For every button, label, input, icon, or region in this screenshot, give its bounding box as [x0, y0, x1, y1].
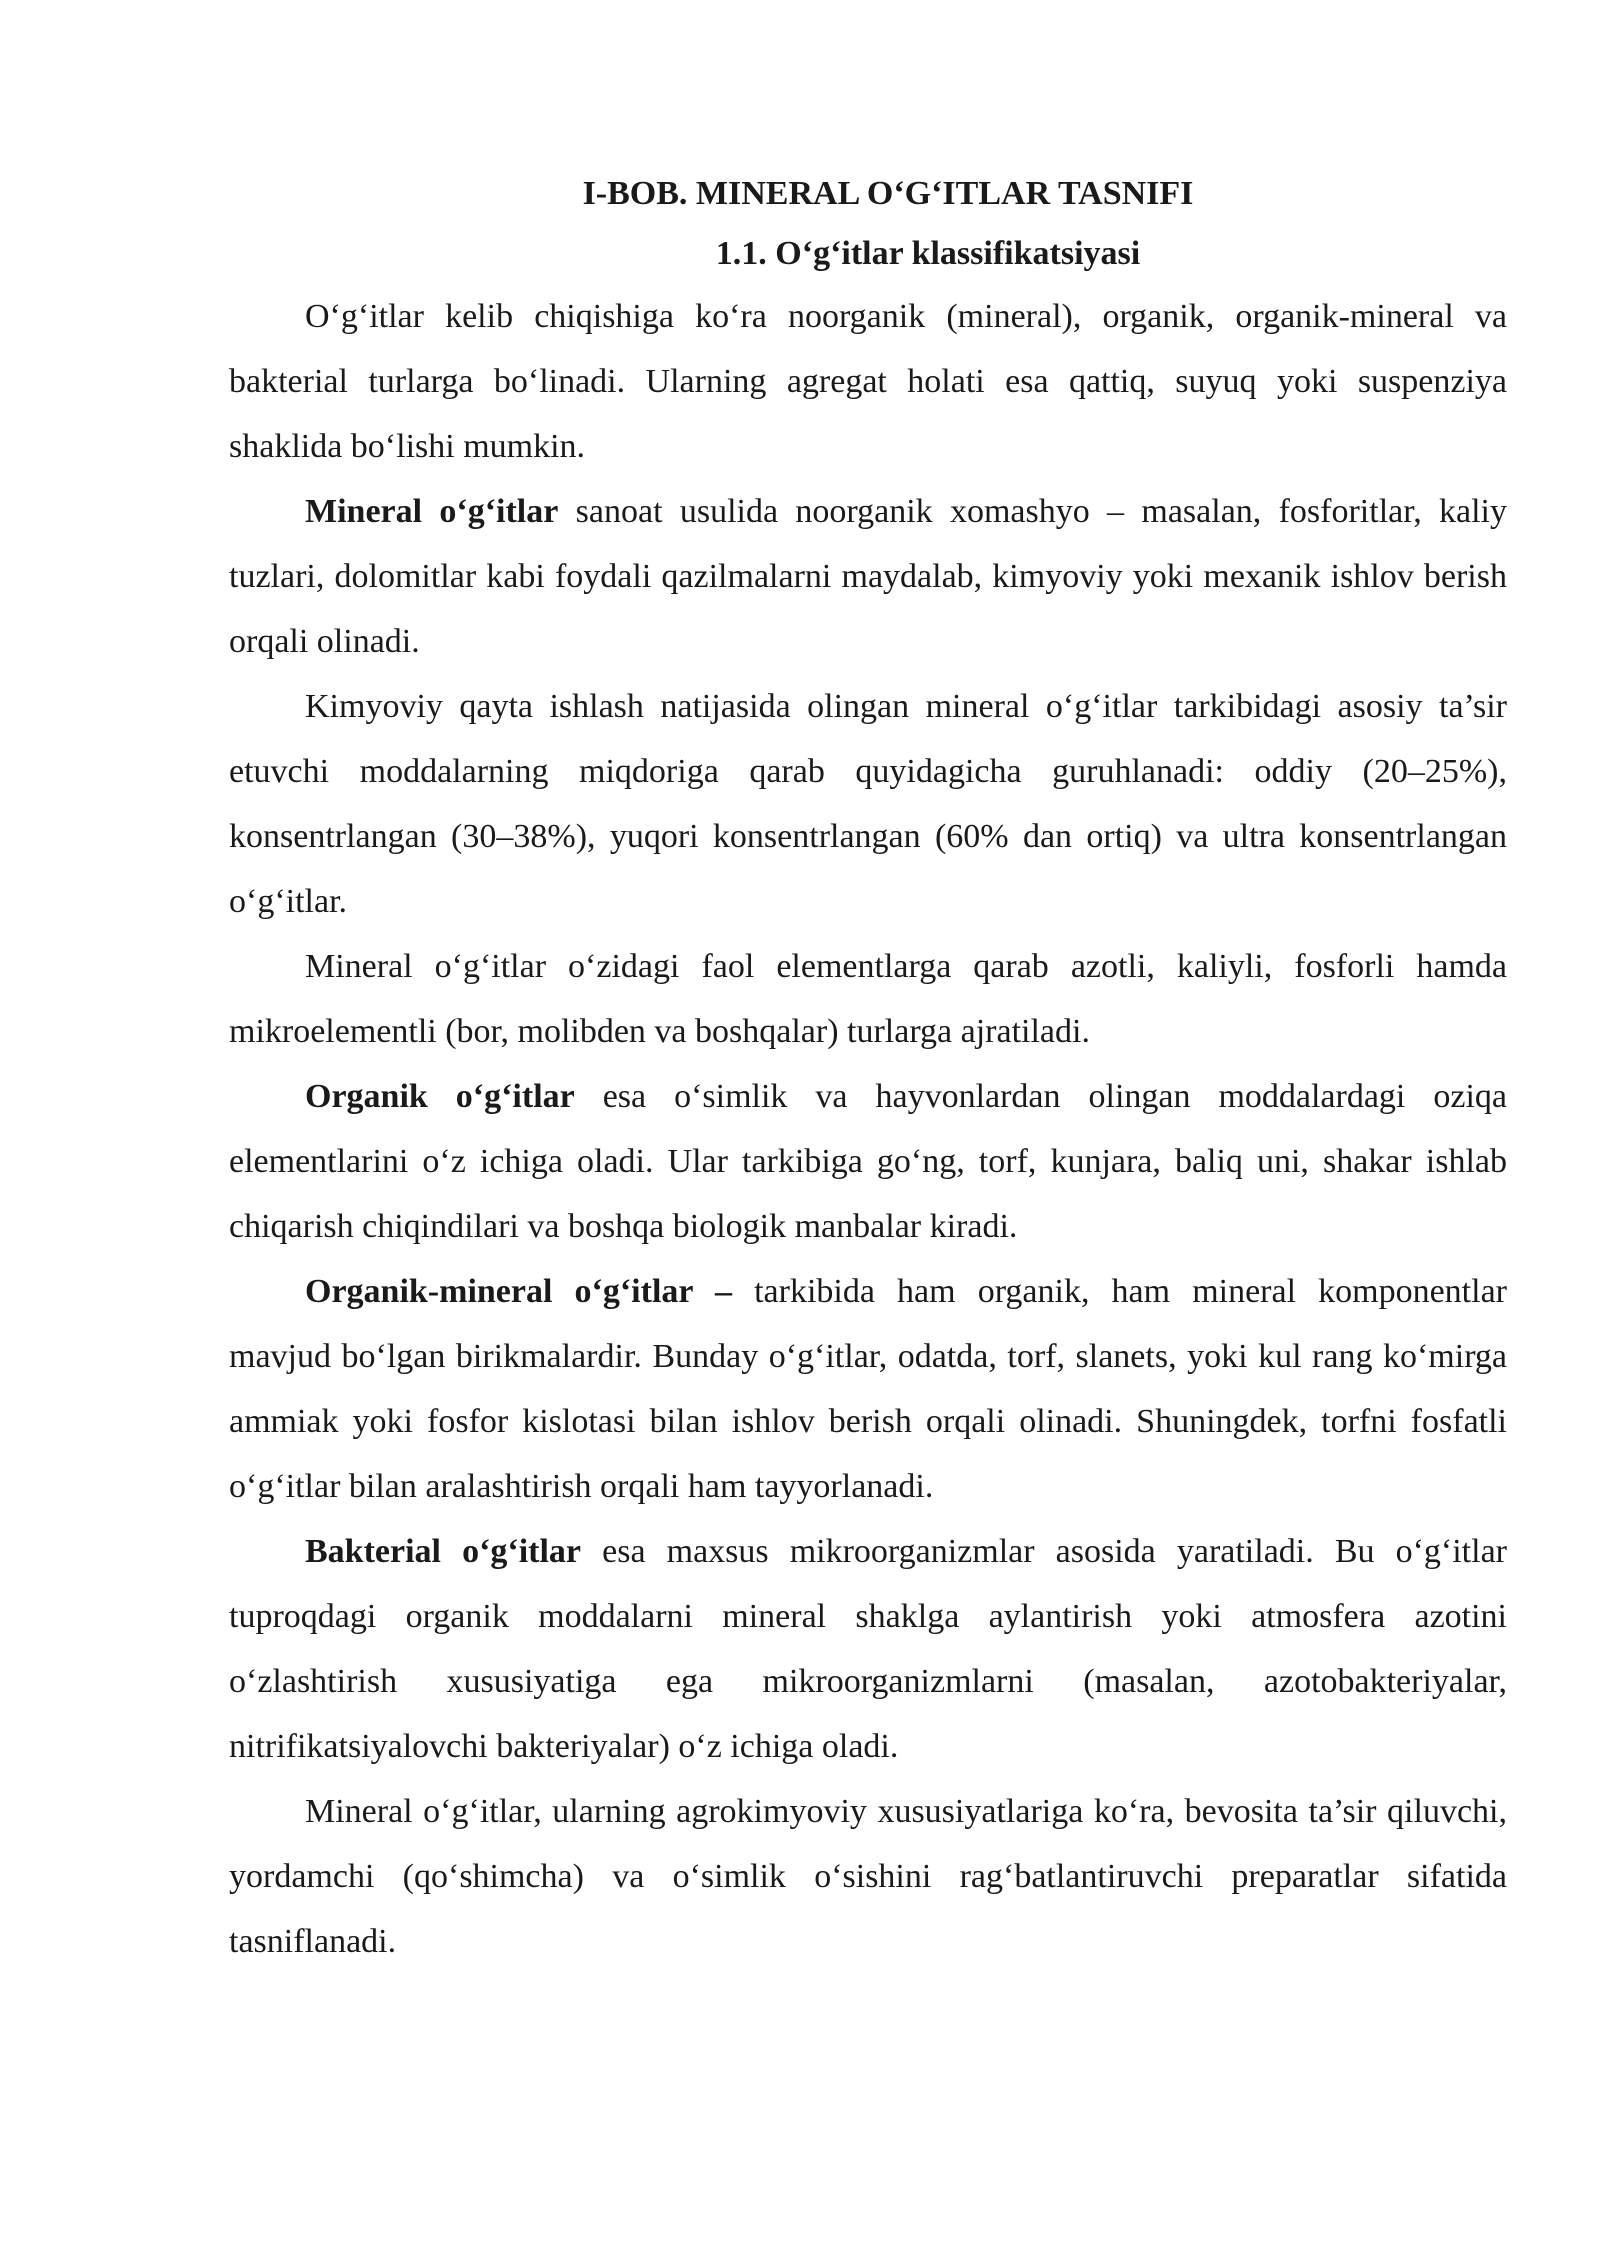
paragraph-3 [229, 674, 1507, 934]
paragraph-text: esa maxsus mikroorganizmlar asosida yaratiladi. Bu o‘g‘itlar tuproqdagi organik moddalarni mineral shaklga aylantirish yoki atmosfera azotini o‘zlashtirish xususiyatiga ega mikroorganizmlarni (masalan, azotobakteriyalar, nitrifikatsiyalovchi bakteriyalar) o‘z ichiga oladi. [229, 1533, 1507, 1765]
paragraph-text: Mineral o‘g‘itlar, ularning agrokimyoviy xususiyatlariga ko‘ra, bevosita ta’sir qiluvchi, yordamchi (qo‘shimcha) va o‘simlik o‘sishini rag‘batlantiruvchi preparatlar sifatida tasniflanadi. [229, 1793, 1507, 1960]
paragraph-4 [229, 934, 1507, 1064]
paragraph-text: Kimyoviy qayta ishlash natijasida olingan mineral o‘g‘itlar tarkibidagi asosiy ta’sir etuvchi moddalarning miqdoriga qarab quyidagicha guruhlanadi: oddiy (20–25%), konsentrlangan (30–38%), yuqori konsentrlangan (60% dan ortiq) va ultra konsentrlangan o‘g‘itlar. [229, 688, 1507, 920]
paragraph-7 [229, 1519, 1507, 1779]
paragraph-text: tarkibida ham organik, ham mineral komponentlar mavjud bo‘lgan birikmalardir. Bunday o‘g‘itlar, odatda, torf, slanets, yoki kul rang ko‘mirga ammiak yoki fosfor kislotasi bilan ishlov berish orqali olinadi. Shuningdek, torfni fosfatli o‘g‘itlar bilan aralashtirish orqali ham tayyorlanadi. [229, 1273, 1507, 1505]
paragraph-2 [229, 479, 1507, 674]
document-page [229, 164, 1507, 1974]
paragraph-lead-term: Organik o‘g‘itlar [305, 1078, 575, 1115]
paragraph-text: sanoat usulida noorganik xomashyo – masalan, fosforitlar, kaliy tuzlari, dolomitlar kabi foydali qazilmalarni maydalab, kimyoviy yoki mexanik ishlov berish orqali olinadi. [229, 493, 1507, 660]
paragraph-text: O‘g‘itlar kelib chiqishiga ko‘ra noorganik (mineral), organik, organik-mineral va bakterial turlarga bo‘linadi. Ularning agregat holati esa qattiq, suyuq yoki suspenziya shaklida bo‘lishi mumkin. [229, 298, 1507, 465]
paragraph-lead-term: Mineral o‘g‘itlar [305, 493, 559, 530]
paragraph-1 [229, 284, 1507, 479]
paragraph-lead-term: Organik-mineral o‘g‘itlar – [305, 1273, 732, 1310]
paragraph-5 [229, 1064, 1507, 1259]
paragraph-8 [229, 1779, 1507, 1974]
paragraph-6 [229, 1259, 1507, 1519]
paragraph-text: Mineral o‘g‘itlar o‘zidagi faol elementlarga qarab azotli, kaliyli, fosforli hamda mikroelementli (bor, molibden va boshqalar) turlarga ajratiladi. [229, 948, 1507, 1050]
paragraph-lead-term: Bakterial o‘g‘itlar [305, 1533, 582, 1570]
section-title: 1.1. O‘g‘itlar klassifikatsiyasi [715, 235, 1141, 272]
chapter-title: I-BOB. MINERAL O‘G‘ITLAR TASNIFI [582, 175, 1194, 212]
paragraph-text: esa o‘simlik va hayvonlardan olingan moddalardagi oziqa elementlarini o‘z ichiga oladi. Ular tarkibiga go‘ng, torf, kunjara, baliq uni, shakar ishlab chiqarish chiqindilari va boshqa biologik manbalar kiradi. [229, 1078, 1507, 1245]
